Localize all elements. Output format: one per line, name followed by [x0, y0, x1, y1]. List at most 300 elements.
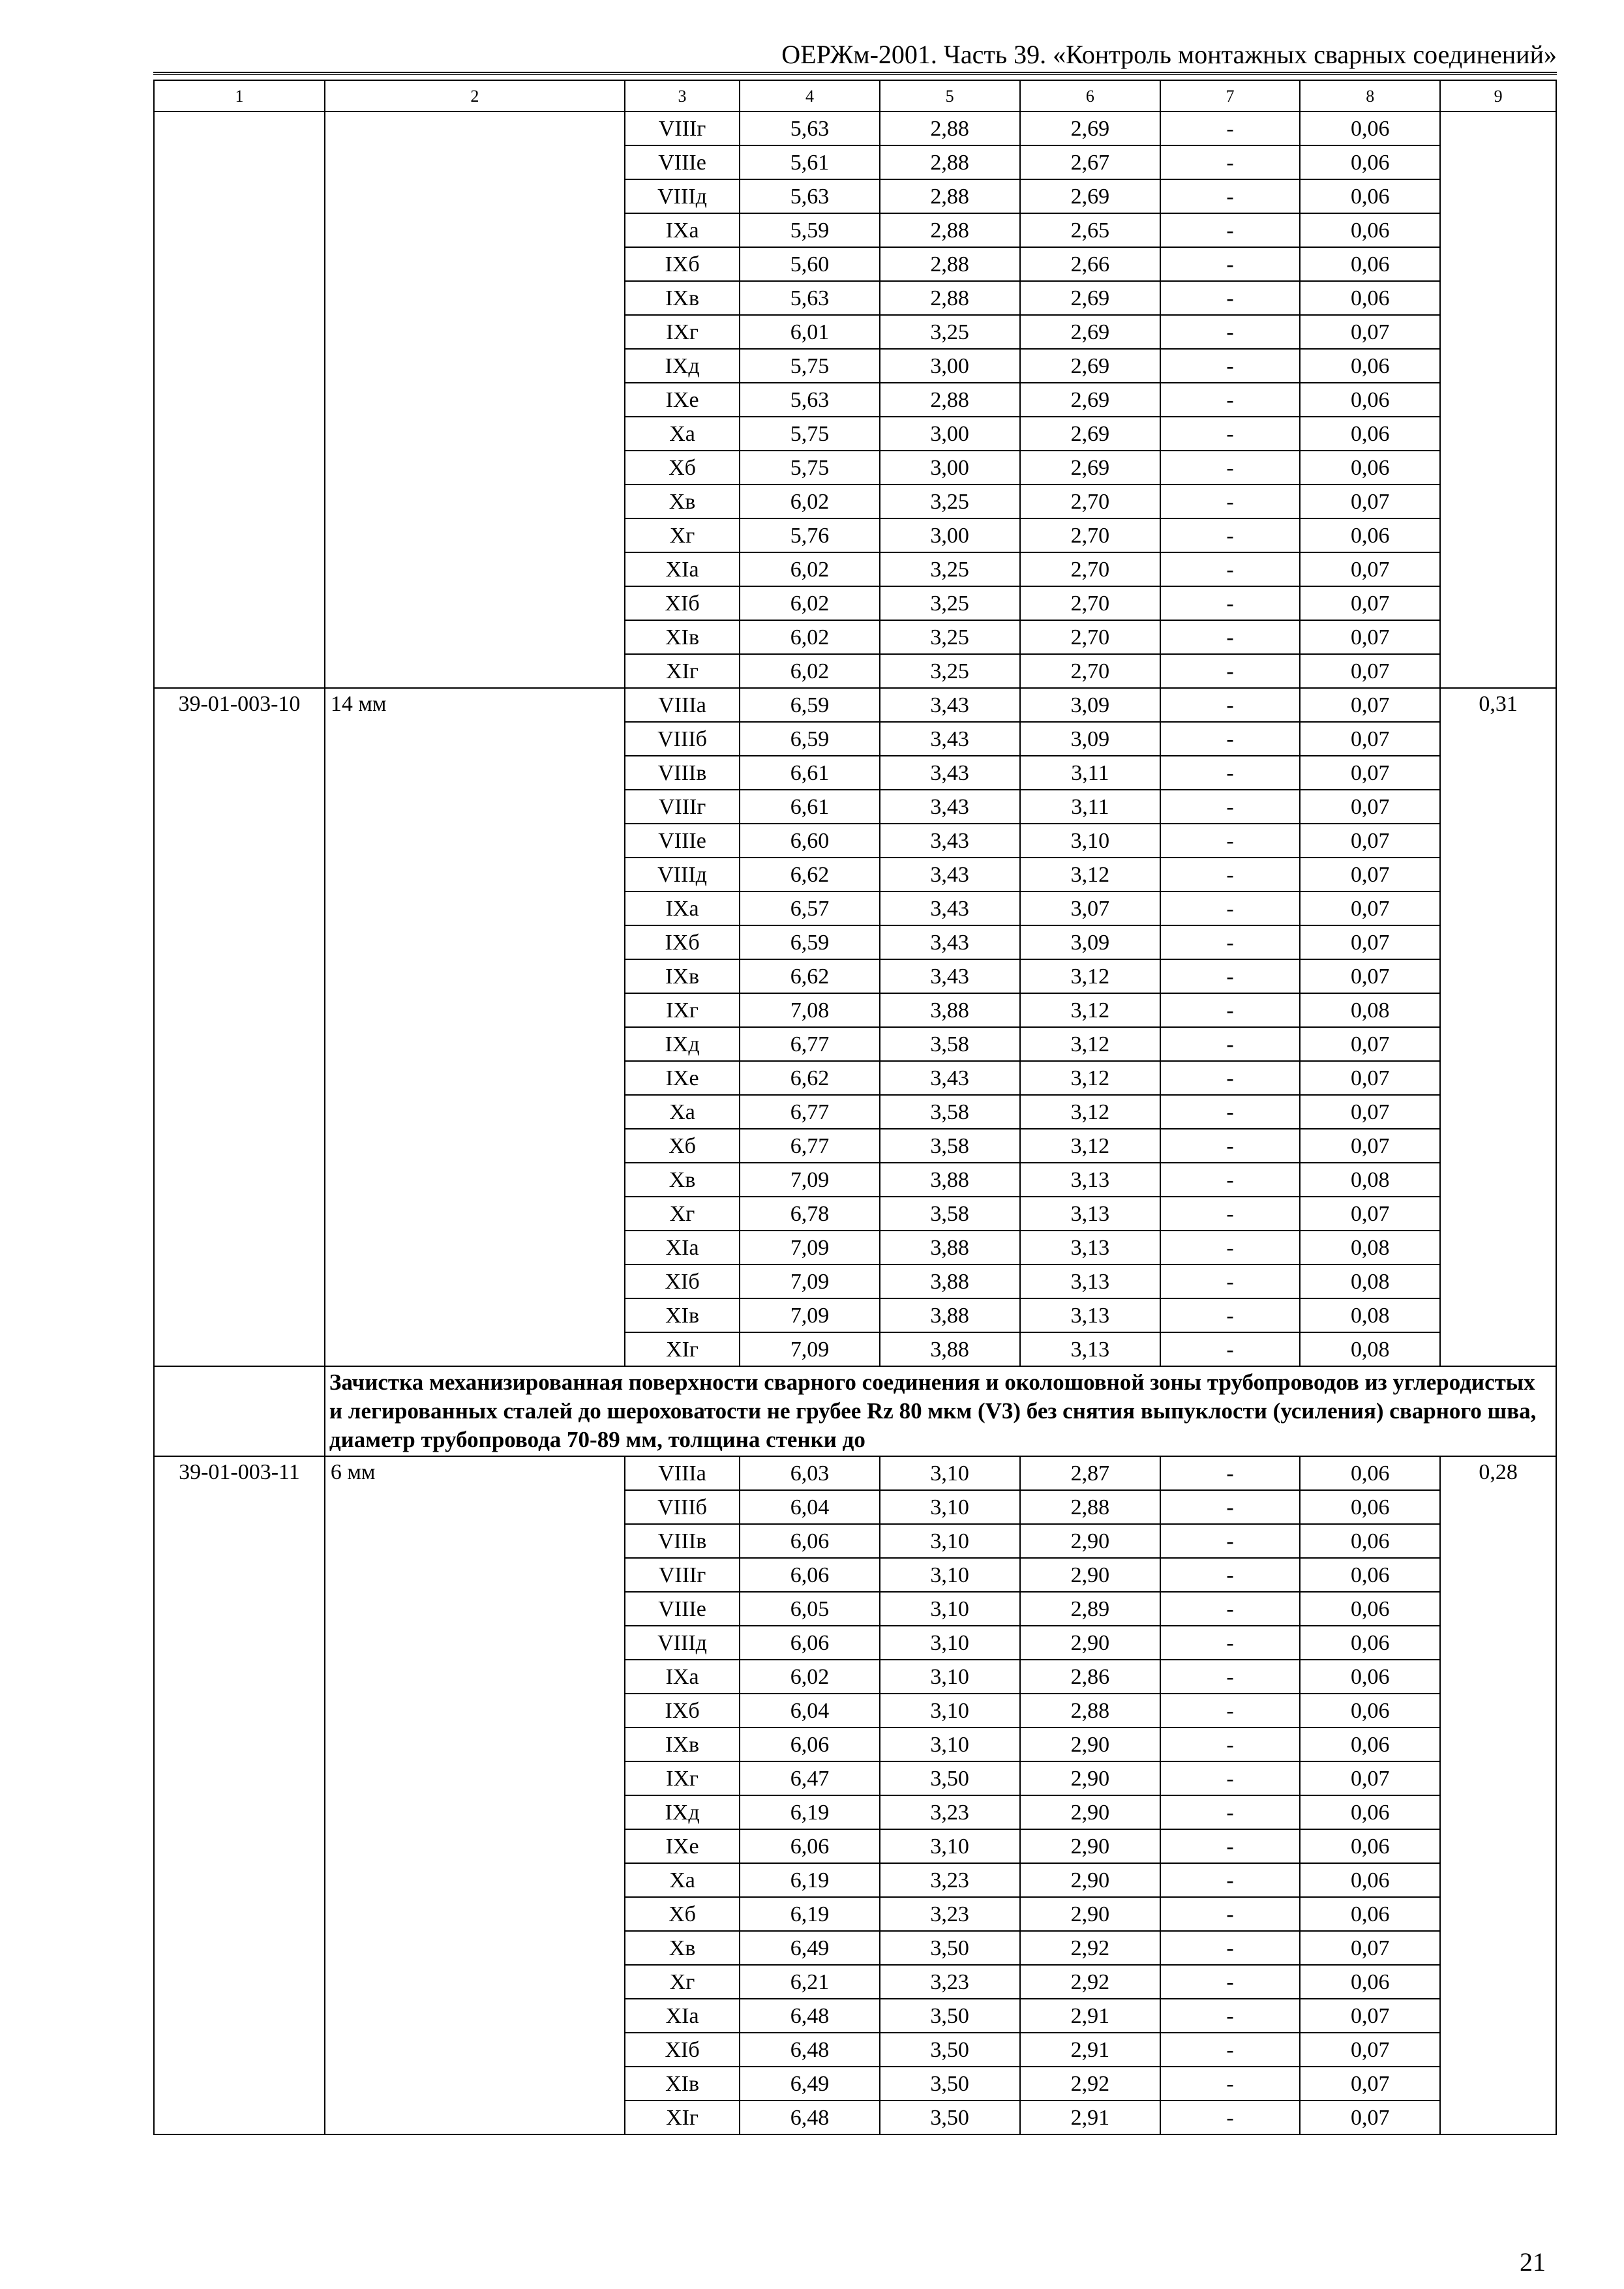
value-col6: 3,09 — [1020, 688, 1160, 722]
machine-class: XIб — [625, 1264, 740, 1298]
value-col6: 3,11 — [1020, 756, 1160, 790]
value-col8: 0,07 — [1300, 2101, 1440, 2134]
value-col4: 5,75 — [740, 349, 879, 383]
value-col5: 2,88 — [880, 281, 1020, 315]
machine-class: IXд — [625, 1795, 740, 1829]
value-col5: 3,10 — [880, 1524, 1020, 1558]
value-col4: 6,61 — [740, 790, 879, 824]
value-col7: - — [1160, 247, 1300, 281]
value-col4: 6,59 — [740, 688, 879, 722]
value-col4: 7,09 — [740, 1163, 879, 1197]
value-col5: 2,88 — [880, 145, 1020, 179]
value-col6: 2,90 — [1020, 1626, 1160, 1660]
machine-class: VIIIе — [625, 145, 740, 179]
value-col5: 3,58 — [880, 1129, 1020, 1163]
machine-class: VIIIд — [625, 179, 740, 213]
value-col4: 6,06 — [740, 1626, 879, 1660]
column-number-row — [154, 80, 1556, 112]
value-col7: - — [1160, 281, 1300, 315]
value-col6: 2,90 — [1020, 1795, 1160, 1829]
value-col8: 0,08 — [1300, 993, 1440, 1027]
value-col8: 0,07 — [1300, 586, 1440, 620]
value-col7: - — [1160, 552, 1300, 586]
value-col6: 3,09 — [1020, 722, 1160, 756]
machine-class: VIIIг — [625, 112, 740, 145]
machine-class: VIIIг — [625, 1558, 740, 1592]
value-col5: 3,10 — [880, 1558, 1020, 1592]
value-col5: 3,50 — [880, 2067, 1020, 2101]
value-col5: 2,88 — [880, 213, 1020, 247]
value-col6: 2,69 — [1020, 315, 1160, 349]
value-col8: 0,06 — [1300, 1795, 1440, 1829]
value-col4: 5,63 — [740, 383, 879, 417]
value-col6: 2,90 — [1020, 1558, 1160, 1592]
value-col6: 2,91 — [1020, 2033, 1160, 2067]
column-number: 5 — [880, 80, 1020, 112]
machine-class: Xа — [625, 1095, 740, 1129]
machine-class: Xг — [625, 1197, 740, 1231]
value-col4: 5,75 — [740, 417, 879, 451]
value-col7: - — [1160, 722, 1300, 756]
value-col7: - — [1160, 1524, 1300, 1558]
value-col5: 3,88 — [880, 1332, 1020, 1366]
value-col8: 0,07 — [1300, 722, 1440, 756]
value-col4: 6,77 — [740, 1095, 879, 1129]
value-col5: 2,88 — [880, 179, 1020, 213]
value-col6: 2,69 — [1020, 281, 1160, 315]
value-col8: 0,07 — [1300, 654, 1440, 688]
value-col4: 7,09 — [740, 1231, 879, 1264]
value-col8: 0,06 — [1300, 1660, 1440, 1694]
section-header-row — [154, 1366, 1556, 1456]
value-col7: - — [1160, 213, 1300, 247]
value-col7: - — [1160, 1829, 1300, 1863]
value-col7: - — [1160, 1965, 1300, 1999]
column-number: 2 — [325, 80, 625, 112]
machine-class: IXа — [625, 891, 740, 925]
value-col6: 2,70 — [1020, 654, 1160, 688]
value-col8: 0,07 — [1300, 2033, 1440, 2067]
wall-thickness: 14 мм — [325, 688, 625, 1366]
value-col6: 2,91 — [1020, 1999, 1160, 2033]
value-col4: 6,48 — [740, 1999, 879, 2033]
value-col7: - — [1160, 2067, 1300, 2101]
value-col4: 6,06 — [740, 1558, 879, 1592]
value-col8: 0,06 — [1300, 518, 1440, 552]
wall-thickness — [325, 112, 625, 688]
value-col6: 2,89 — [1020, 1592, 1160, 1626]
value-col5: 3,10 — [880, 1694, 1020, 1728]
machine-class: XIв — [625, 1298, 740, 1332]
value-col7: - — [1160, 790, 1300, 824]
value-col8: 0,08 — [1300, 1264, 1440, 1298]
value-col6: 3,13 — [1020, 1298, 1160, 1332]
value-col6: 3,07 — [1020, 891, 1160, 925]
value-col4: 6,02 — [740, 1660, 879, 1694]
value-col4: 6,77 — [740, 1027, 879, 1061]
column-number: 3 — [625, 80, 740, 112]
value-col5: 3,88 — [880, 1163, 1020, 1197]
value-col8: 0,07 — [1300, 1761, 1440, 1795]
value-col6: 2,69 — [1020, 112, 1160, 145]
value-col7: - — [1160, 959, 1300, 993]
value-col6: 2,92 — [1020, 2067, 1160, 2101]
value-col7: - — [1160, 620, 1300, 654]
value-col7: - — [1160, 1264, 1300, 1298]
value-col4: 6,62 — [740, 959, 879, 993]
value-col7: - — [1160, 1897, 1300, 1931]
value-col8: 0,08 — [1300, 1298, 1440, 1332]
value-col4: 6,59 — [740, 722, 879, 756]
value-col5: 3,25 — [880, 654, 1020, 688]
value-col5: 2,88 — [880, 383, 1020, 417]
value-col8: 0,06 — [1300, 451, 1440, 485]
value-col9: 0,28 — [1440, 1456, 1556, 2134]
value-col5: 3,88 — [880, 1231, 1020, 1264]
machine-class: IXб — [625, 247, 740, 281]
value-col8: 0,06 — [1300, 383, 1440, 417]
value-col4: 6,49 — [740, 2067, 879, 2101]
value-col8: 0,08 — [1300, 1163, 1440, 1197]
value-col7: - — [1160, 1592, 1300, 1626]
value-col6: 2,70 — [1020, 586, 1160, 620]
value-col5: 3,25 — [880, 620, 1020, 654]
value-col7: - — [1160, 518, 1300, 552]
value-col5: 3,00 — [880, 518, 1020, 552]
value-col4: 5,59 — [740, 213, 879, 247]
value-col4: 6,62 — [740, 858, 879, 891]
value-col5: 3,50 — [880, 2033, 1020, 2067]
value-col8: 0,06 — [1300, 145, 1440, 179]
value-col6: 2,69 — [1020, 179, 1160, 213]
value-col5: 3,10 — [880, 1456, 1020, 1490]
machine-class: XIг — [625, 1332, 740, 1366]
value-col8: 0,07 — [1300, 688, 1440, 722]
machine-class: VIIIв — [625, 756, 740, 790]
value-col5: 3,43 — [880, 722, 1020, 756]
value-col6: 2,90 — [1020, 1829, 1160, 1863]
value-col6: 2,88 — [1020, 1490, 1160, 1524]
value-col4: 6,05 — [740, 1592, 879, 1626]
column-number: 6 — [1020, 80, 1160, 112]
value-col7: - — [1160, 1863, 1300, 1897]
machine-class: IXг — [625, 993, 740, 1027]
value-col7: - — [1160, 993, 1300, 1027]
page-number: 21 — [1520, 2247, 1546, 2277]
value-col4: 6,06 — [740, 1728, 879, 1761]
machine-class: XIг — [625, 654, 740, 688]
value-col4: 6,48 — [740, 2101, 879, 2134]
value-col8: 0,06 — [1300, 349, 1440, 383]
machine-class: IXб — [625, 925, 740, 959]
machine-class: VIIIб — [625, 722, 740, 756]
value-col4: 6,21 — [740, 1965, 879, 1999]
value-col5: 3,00 — [880, 417, 1020, 451]
value-col4: 7,09 — [740, 1298, 879, 1332]
machine-class: VIIIе — [625, 824, 740, 858]
value-col7: - — [1160, 145, 1300, 179]
value-col7: - — [1160, 2101, 1300, 2134]
value-col6: 2,90 — [1020, 1863, 1160, 1897]
value-col7: - — [1160, 1298, 1300, 1332]
value-col5: 3,43 — [880, 1061, 1020, 1095]
value-col7: - — [1160, 1660, 1300, 1694]
machine-class: VIIIа — [625, 688, 740, 722]
value-col8: 0,06 — [1300, 1626, 1440, 1660]
value-col4: 6,47 — [740, 1761, 879, 1795]
value-col4: 7,09 — [740, 1264, 879, 1298]
machine-class: VIIIе — [625, 1592, 740, 1626]
column-number: 9 — [1440, 80, 1556, 112]
value-col6: 3,13 — [1020, 1231, 1160, 1264]
value-col4: 5,75 — [740, 451, 879, 485]
machine-class: Xб — [625, 451, 740, 485]
value-col5: 3,23 — [880, 1897, 1020, 1931]
value-col5: 3,50 — [880, 1999, 1020, 2033]
value-col5: 3,58 — [880, 1197, 1020, 1231]
value-col6: 3,10 — [1020, 824, 1160, 858]
machine-class: XIв — [625, 620, 740, 654]
value-col7: - — [1160, 112, 1300, 145]
wall-thickness: 6 мм — [325, 1456, 625, 2134]
value-col6: 3,13 — [1020, 1264, 1160, 1298]
value-col8: 0,07 — [1300, 485, 1440, 518]
value-col5: 3,23 — [880, 1863, 1020, 1897]
value-col8: 0,06 — [1300, 179, 1440, 213]
machine-class: IXа — [625, 1660, 740, 1694]
value-col5: 3,00 — [880, 451, 1020, 485]
value-col5: 3,88 — [880, 1264, 1020, 1298]
value-col4: 6,77 — [740, 1129, 879, 1163]
value-col4: 6,57 — [740, 891, 879, 925]
value-col6: 3,12 — [1020, 993, 1160, 1027]
column-number: 7 — [1160, 80, 1300, 112]
page-header — [153, 38, 1557, 73]
value-col7: - — [1160, 1999, 1300, 2033]
value-col6: 2,70 — [1020, 552, 1160, 586]
value-col7: - — [1160, 858, 1300, 891]
value-col8: 0,06 — [1300, 281, 1440, 315]
value-col8: 0,06 — [1300, 1897, 1440, 1931]
machine-class: VIIIд — [625, 1626, 740, 1660]
machine-class: XIг — [625, 2101, 740, 2134]
value-col7: - — [1160, 1626, 1300, 1660]
value-col4: 5,61 — [740, 145, 879, 179]
item-code: 39-01-003-11 — [154, 1456, 325, 2134]
value-col7: - — [1160, 1761, 1300, 1795]
value-col4: 6,06 — [740, 1829, 879, 1863]
machine-class: IXд — [625, 349, 740, 383]
value-col8: 0,07 — [1300, 1027, 1440, 1061]
rates-table — [153, 80, 1557, 2135]
machine-class: Xб — [625, 1129, 740, 1163]
value-col4: 5,76 — [740, 518, 879, 552]
value-col7: - — [1160, 756, 1300, 790]
value-col7: - — [1160, 179, 1300, 213]
value-col9: 0,31 — [1440, 688, 1556, 1366]
machine-class: IXб — [625, 1694, 740, 1728]
machine-class: XIа — [625, 552, 740, 586]
value-col8: 0,07 — [1300, 959, 1440, 993]
machine-class: Xг — [625, 518, 740, 552]
value-col5: 3,10 — [880, 1592, 1020, 1626]
value-col8: 0,07 — [1300, 858, 1440, 891]
value-col5: 3,23 — [880, 1795, 1020, 1829]
value-col7: - — [1160, 1197, 1300, 1231]
value-col8: 0,07 — [1300, 1095, 1440, 1129]
machine-class: IXг — [625, 1761, 740, 1795]
value-col6: 3,13 — [1020, 1197, 1160, 1231]
value-col7: - — [1160, 417, 1300, 451]
machine-class: Xа — [625, 417, 740, 451]
value-col5: 3,43 — [880, 959, 1020, 993]
value-col4: 6,19 — [740, 1897, 879, 1931]
value-col4: 6,02 — [740, 485, 879, 518]
value-col4: 6,04 — [740, 1694, 879, 1728]
value-col5: 3,58 — [880, 1027, 1020, 1061]
header-title: ОЕРЖм-2001. Часть 39. «Контроль монтажных сварных соединений» — [781, 40, 1557, 69]
value-col8: 0,08 — [1300, 1231, 1440, 1264]
value-col6: 3,09 — [1020, 925, 1160, 959]
value-col6: 2,88 — [1020, 1694, 1160, 1728]
value-col5: 3,25 — [880, 485, 1020, 518]
value-col6: 3,13 — [1020, 1163, 1160, 1197]
column-number: 8 — [1300, 80, 1440, 112]
value-col5: 3,25 — [880, 552, 1020, 586]
value-col4: 5,63 — [740, 179, 879, 213]
machine-class: IXв — [625, 281, 740, 315]
table-body — [154, 80, 1556, 2134]
value-col7: - — [1160, 925, 1300, 959]
value-col4: 7,09 — [740, 1332, 879, 1366]
value-col8: 0,07 — [1300, 1931, 1440, 1965]
value-col8: 0,07 — [1300, 1999, 1440, 2033]
value-col8: 0,07 — [1300, 1197, 1440, 1231]
value-col6: 2,92 — [1020, 1931, 1160, 1965]
value-col5: 3,10 — [880, 1660, 1020, 1694]
machine-class: IXе — [625, 1829, 740, 1863]
value-col4: 5,63 — [740, 281, 879, 315]
machine-class: Xв — [625, 1931, 740, 1965]
value-col4: 6,02 — [740, 552, 879, 586]
value-col6: 3,12 — [1020, 1095, 1160, 1129]
value-col7: - — [1160, 1129, 1300, 1163]
value-col6: 2,90 — [1020, 1897, 1160, 1931]
value-col5: 3,43 — [880, 756, 1020, 790]
value-col8: 0,06 — [1300, 1829, 1440, 1863]
machine-class: Xв — [625, 1163, 740, 1197]
value-col5: 3,25 — [880, 586, 1020, 620]
column-number: 1 — [154, 80, 325, 112]
value-col8: 0,07 — [1300, 790, 1440, 824]
value-col5: 3,88 — [880, 993, 1020, 1027]
value-col6: 2,70 — [1020, 485, 1160, 518]
value-col6: 2,70 — [1020, 620, 1160, 654]
value-col6: 2,69 — [1020, 451, 1160, 485]
value-col4: 6,03 — [740, 1456, 879, 1490]
value-col8: 0,07 — [1300, 1129, 1440, 1163]
value-col8: 0,07 — [1300, 824, 1440, 858]
value-col8: 0,06 — [1300, 1728, 1440, 1761]
value-col4: 6,49 — [740, 1931, 879, 1965]
value-col7: - — [1160, 315, 1300, 349]
value-col8: 0,07 — [1300, 891, 1440, 925]
machine-class: Xа — [625, 1863, 740, 1897]
value-col5: 3,43 — [880, 925, 1020, 959]
value-col6: 3,11 — [1020, 790, 1160, 824]
value-col6: 2,91 — [1020, 2101, 1160, 2134]
value-col6: 2,70 — [1020, 518, 1160, 552]
value-col5: 2,88 — [880, 112, 1020, 145]
machine-class: IXв — [625, 1728, 740, 1761]
value-col7: - — [1160, 1931, 1300, 1965]
machine-class: VIIIа — [625, 1456, 740, 1490]
value-col6: 2,66 — [1020, 247, 1160, 281]
value-col8: 0,06 — [1300, 1456, 1440, 1490]
machine-class: Xг — [625, 1965, 740, 1999]
value-col4: 5,60 — [740, 247, 879, 281]
value-col8: 0,07 — [1300, 925, 1440, 959]
value-col5: 3,10 — [880, 1626, 1020, 1660]
value-col6: 2,87 — [1020, 1456, 1160, 1490]
machine-class: XIа — [625, 1999, 740, 2033]
machine-class: VIIIг — [625, 790, 740, 824]
value-col8: 0,07 — [1300, 315, 1440, 349]
table-row — [154, 1456, 1556, 1490]
value-col6: 2,86 — [1020, 1660, 1160, 1694]
value-col8: 0,06 — [1300, 247, 1440, 281]
machine-class: Xв — [625, 485, 740, 518]
value-col7: - — [1160, 586, 1300, 620]
machine-class: IXд — [625, 1027, 740, 1061]
value-col4: 6,01 — [740, 315, 879, 349]
value-col4: 6,19 — [740, 1863, 879, 1897]
value-col5: 3,50 — [880, 2101, 1020, 2134]
value-col8: 0,06 — [1300, 112, 1440, 145]
value-col7: - — [1160, 1558, 1300, 1592]
value-col6: 2,69 — [1020, 417, 1160, 451]
value-col4: 6,62 — [740, 1061, 879, 1095]
value-col7: - — [1160, 1694, 1300, 1728]
value-col5: 3,10 — [880, 1829, 1020, 1863]
machine-class: VIIIв — [625, 1524, 740, 1558]
value-col5: 3,43 — [880, 891, 1020, 925]
value-col8: 0,06 — [1300, 1694, 1440, 1728]
machine-class: VIIIб — [625, 1490, 740, 1524]
value-col4: 6,61 — [740, 756, 879, 790]
value-col4: 5,63 — [740, 112, 879, 145]
value-col7: - — [1160, 383, 1300, 417]
table-row — [154, 688, 1556, 722]
value-col5: 3,43 — [880, 688, 1020, 722]
value-col5: 3,43 — [880, 824, 1020, 858]
value-col4: 7,08 — [740, 993, 879, 1027]
value-col8: 0,06 — [1300, 417, 1440, 451]
value-col8: 0,07 — [1300, 2067, 1440, 2101]
value-col8: 0,06 — [1300, 1863, 1440, 1897]
item-code: 39-01-003-10 — [154, 688, 325, 1366]
value-col7: - — [1160, 1027, 1300, 1061]
machine-class: XIб — [625, 2033, 740, 2067]
value-col4: 6,19 — [740, 1795, 879, 1829]
value-col6: 3,12 — [1020, 1061, 1160, 1095]
value-col5: 3,10 — [880, 1490, 1020, 1524]
section-empty-cell — [154, 1366, 325, 1456]
value-col4: 6,04 — [740, 1490, 879, 1524]
machine-class: XIа — [625, 1231, 740, 1264]
value-col8: 0,07 — [1300, 620, 1440, 654]
value-col4: 6,48 — [740, 2033, 879, 2067]
